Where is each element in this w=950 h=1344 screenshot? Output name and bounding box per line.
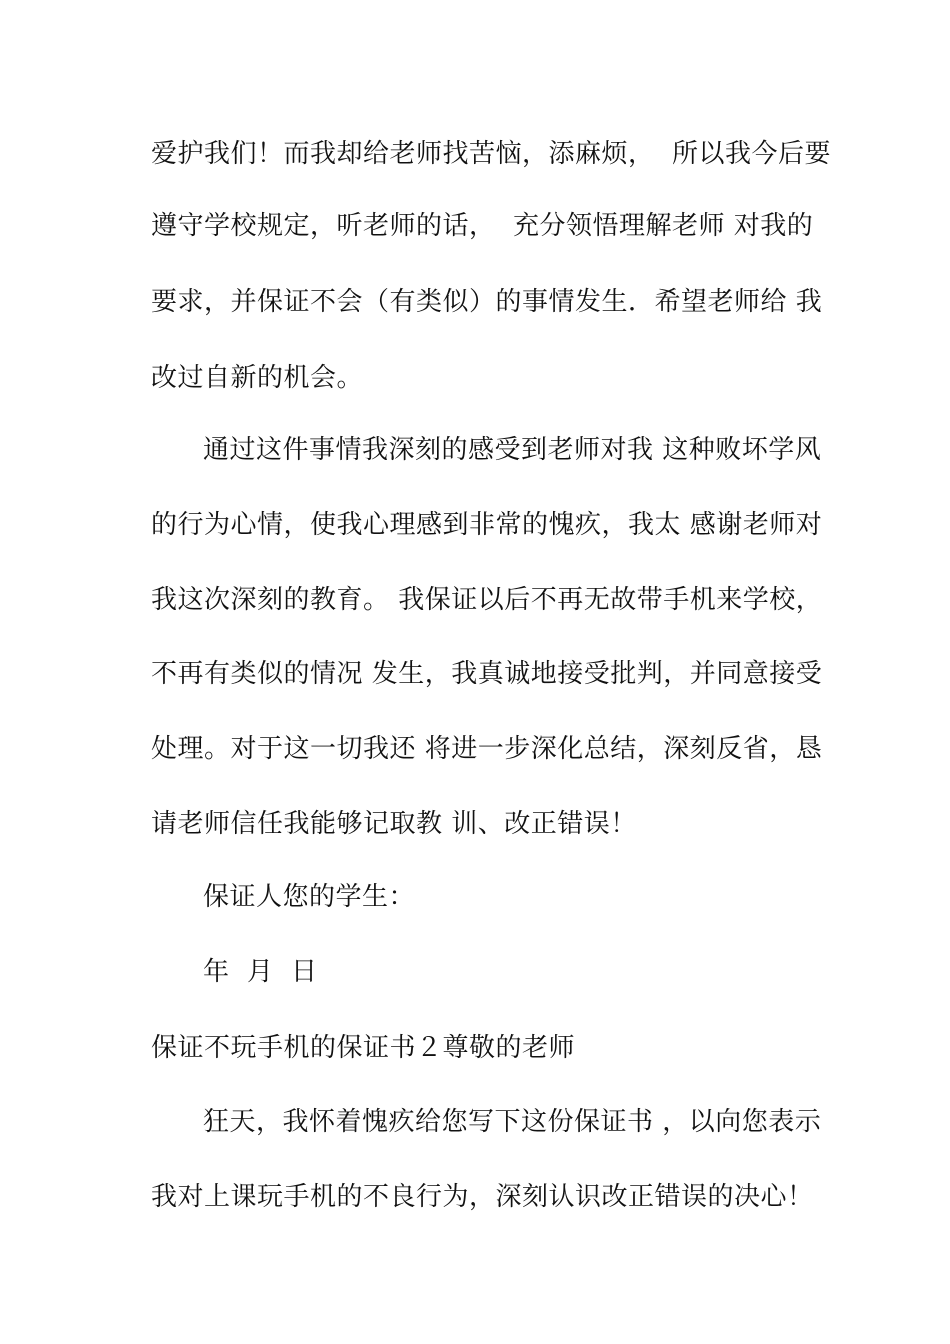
text-line: 我这次深刻的教育。 我保证以后不再无故带手机来学校， xyxy=(151,585,823,615)
paragraph-start-line: 狂天，我怀着愧疚给您写下这份保证书 ，以向您表示 xyxy=(203,1107,822,1137)
text-line: 的行为心情，使我心理感到非常的愧疚，我太 感谢老师对 xyxy=(151,510,823,540)
text-line: 爱护我们！而我却给老师找苦恼，添麻烦， 所以我今后要 xyxy=(151,139,832,169)
text-line: 改过自新的机会。 xyxy=(151,363,364,393)
section-title: 保证不玩手机的保证书２尊敬的老师 xyxy=(151,1033,576,1063)
text-line: 要求，并保证不会（有类似）的事情发生．希望老师给 我 xyxy=(151,287,823,317)
text-line: 处理。对于这一切我还 将进一步深化总结，深刻反省，恳 xyxy=(151,734,823,764)
text-line: 请老师信任我能够记取教 训、改正错误！ xyxy=(151,809,637,839)
text-line: 我对上课玩手机的不良行为，深刻认识改正错误的决心！ xyxy=(151,1182,814,1212)
text-line: 不再有类似的情况 发生，我真诚地接受批判，并同意接受 xyxy=(151,659,823,689)
text-line: 遵守学校规定，听老师的话， 充分领悟理解老师 对我的 xyxy=(151,211,814,241)
date-line: 年 月 日 xyxy=(203,957,318,987)
signature-label: 保证人您的学生： xyxy=(203,882,416,912)
paragraph-start-line: 通过这件事情我深刻的感受到老师对我 这种败坏学风 xyxy=(203,435,822,465)
